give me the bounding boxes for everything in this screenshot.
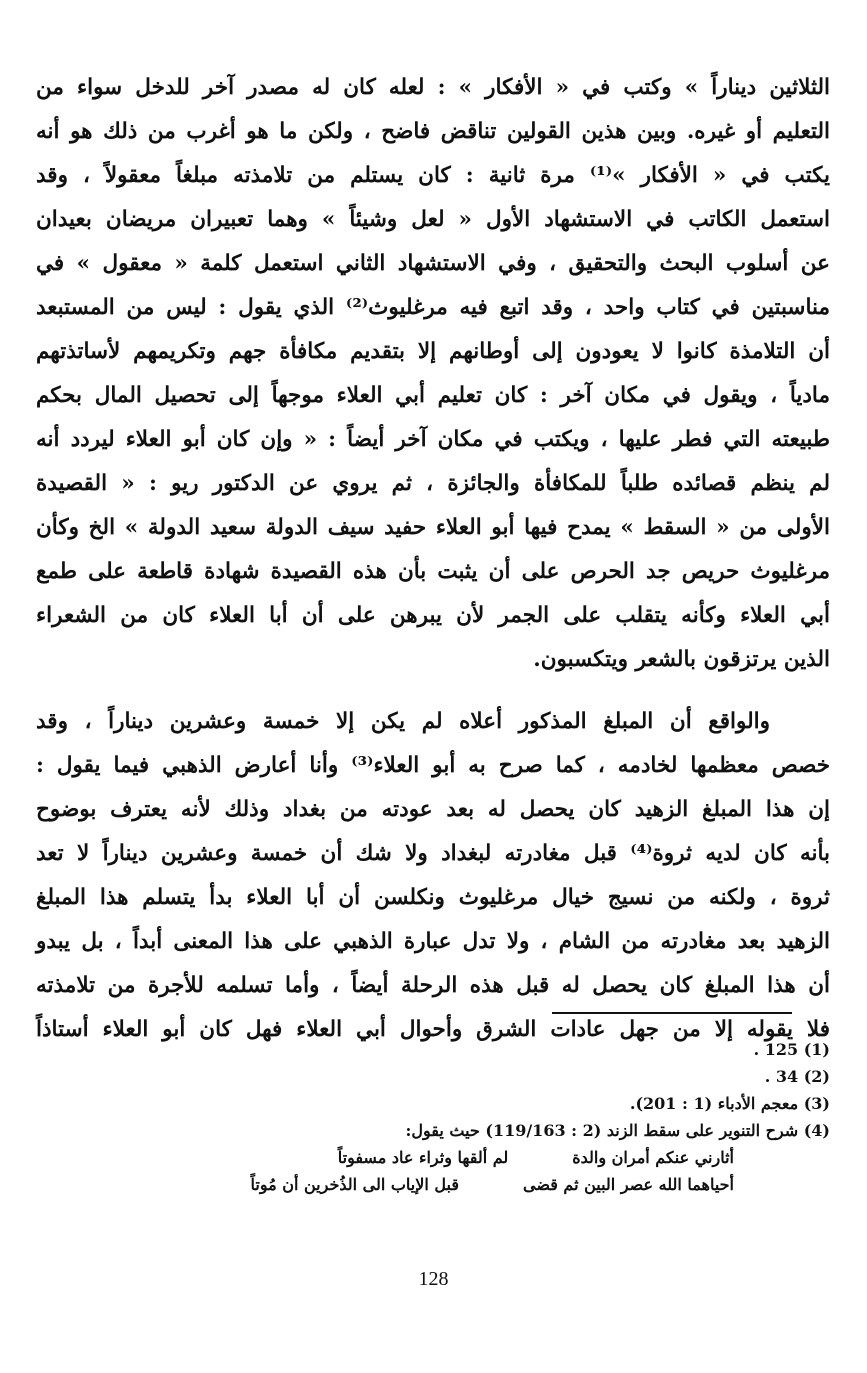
- paragraph1-line-8: مادياً ، ويقول في مكان آخر : كان تعليم أبي العلاء موجهاً إلى تحصيل المال بحكم: [36, 383, 830, 408]
- verse-line-2: [36, 1171, 830, 1198]
- paragraph1-line-1: الثلاثين ديناراً » وكتب في « الأفكار » : لعله كان له مصدر آخر للدخل سواء من: [36, 75, 830, 100]
- paragraph2-line-2: خصص معظمها لخادمه ، كما صرح به أبو العلاء⁽³⁾ وأنا أعارض الذهبي فيما يقول :: [36, 753, 830, 778]
- paragraph2-line-5: ثروة ، ولكنه من نسيج خيال مرغليوث ونكلسن أن أبا العلاء بدأ يتسلم هذا المبلغ: [36, 885, 830, 910]
- page-number: 128: [418, 1268, 449, 1290]
- footnote-4: (4) شرح التنوير على سقط الزند (2 : 119/163) حيث يقول:: [405, 1121, 830, 1140]
- paragraph1-line-9: طبيعته التي فطر عليها ، ويكتب في مكان آخر أيضاً : « وإن كان أبو العلاء ليردد أنه: [36, 427, 830, 452]
- paragraph2-line-1: والواقع أن المبلغ المذكور أعلاه لم يكن إلا خمسة وعشرين ديناراً ، وقد: [36, 709, 770, 734]
- paragraph1-line-4: استعمل الكاتب في الاستشهاد الأول « لعل وشيئاً » وهما تعبيران مريضان بعيدان: [36, 207, 830, 232]
- verse-2-second-hemistich: قبل الإياب الى الذُخرين أن مُوتاً: [250, 1175, 459, 1194]
- paragraph1-line-7: أن التلامذة كانوا لا يعودون إلى أوطانهم إلا بتقديم مكافأة جهم وتكريمهم لأساتذتهم: [36, 339, 830, 364]
- paragraph2-line-8: فلا يقوله إلا من جهل عادات الشرق وأحوال أبي العلاء فهل كان أبو العلاء أستاذاً: [36, 1017, 830, 1042]
- paragraph1-line-3: يكتب في « الأفكار »⁽¹⁾ مرة ثانية : كان يستلم من تلامذته مبلغاً معقولاً ، وقد: [36, 163, 830, 188]
- paragraph1-line-10: لم ينظم قصائده طلباً للمكافأة والجائزة ، ثم يروي عن الدكتور ريو : « القصيدة: [36, 471, 830, 496]
- paragraph1-line-14: الذين يرتزقون بالشعر ويتكسبون.: [533, 647, 830, 672]
- paragraph1-line-11: الأولى من « السقط » يمدح فيها أبو العلاء حفيد سيف الدولة سعيد الدولة » الخ وكأن: [36, 515, 830, 540]
- verse-line-1: [36, 1144, 830, 1171]
- footnote-1: (1) 125 .: [753, 1040, 830, 1059]
- verse-1-second-hemistich: لم ألقها وثراء عاد مسفوتاً: [337, 1148, 509, 1167]
- paragraph1-line-12: مرغليوث حريص جد الحرص على أن يثبت بأن هذه القصيدة شهادة قاطعة على طمع: [36, 559, 830, 584]
- paragraph2-line-6: الزهيد بعد مغادرته من الشام ، ولا تدل عبارة الذهبي على هذا المعنى أبداً ، بل يبدو: [36, 929, 830, 954]
- paragraph2-line-4: بأنه كان لديه ثروة⁽⁴⁾ قبل مغادرته لبغداد ولا شك أن خمسة وعشرين ديناراً لا تعد: [36, 841, 830, 866]
- verse-2-first-hemistich: أحياهما الله عصر البين ثم قضى: [522, 1175, 734, 1194]
- footnote-separator: [552, 1012, 792, 1014]
- paragraph2-line-7: أن هذا المبلغ كان يحصل له قبل هذه الرحلة أيضاً ، وأما تسلمه للأجرة من تلامذته: [36, 973, 830, 998]
- main-text: [36, 66, 830, 1052]
- paragraph2-line-3: إن هذا المبلغ الزهيد كان يحصل له بعد عودته من بغداد وذلك لأنه يعترف بوضوح: [36, 797, 830, 822]
- footnotes: [36, 1036, 830, 1198]
- footnote-2: (2) 34 .: [764, 1067, 830, 1086]
- paragraph1-line-2: التعليم أو غيره. وبين هذين القولين تناقض فاضح ، ولكن ما هو أغرب من ذلك هو أنه: [36, 119, 830, 144]
- paragraph1-line-6: مناسبتين في كتاب واحد ، وقد اتبع فيه مرغليوث⁽²⁾ الذي يقول : ليس من المستبعد: [36, 295, 831, 320]
- paragraph1-line-13: أبي العلاء وكأنه يتقلب على الجمر لأن يبرهن على أن أبا العلاء كان من الشعراء: [36, 603, 830, 628]
- verse-1-first-hemistich: أثارني عنكم أمران والدة: [572, 1148, 734, 1167]
- paragraph1-line-5: عن أسلوب البحث والتحقيق ، وفي الاستشهاد الثاني استعمل كلمة « معقول » في: [36, 251, 830, 276]
- paragraph-gap: [36, 682, 830, 700]
- footnote-3: (3) معجم الأدباء (1 : 201).: [629, 1094, 830, 1113]
